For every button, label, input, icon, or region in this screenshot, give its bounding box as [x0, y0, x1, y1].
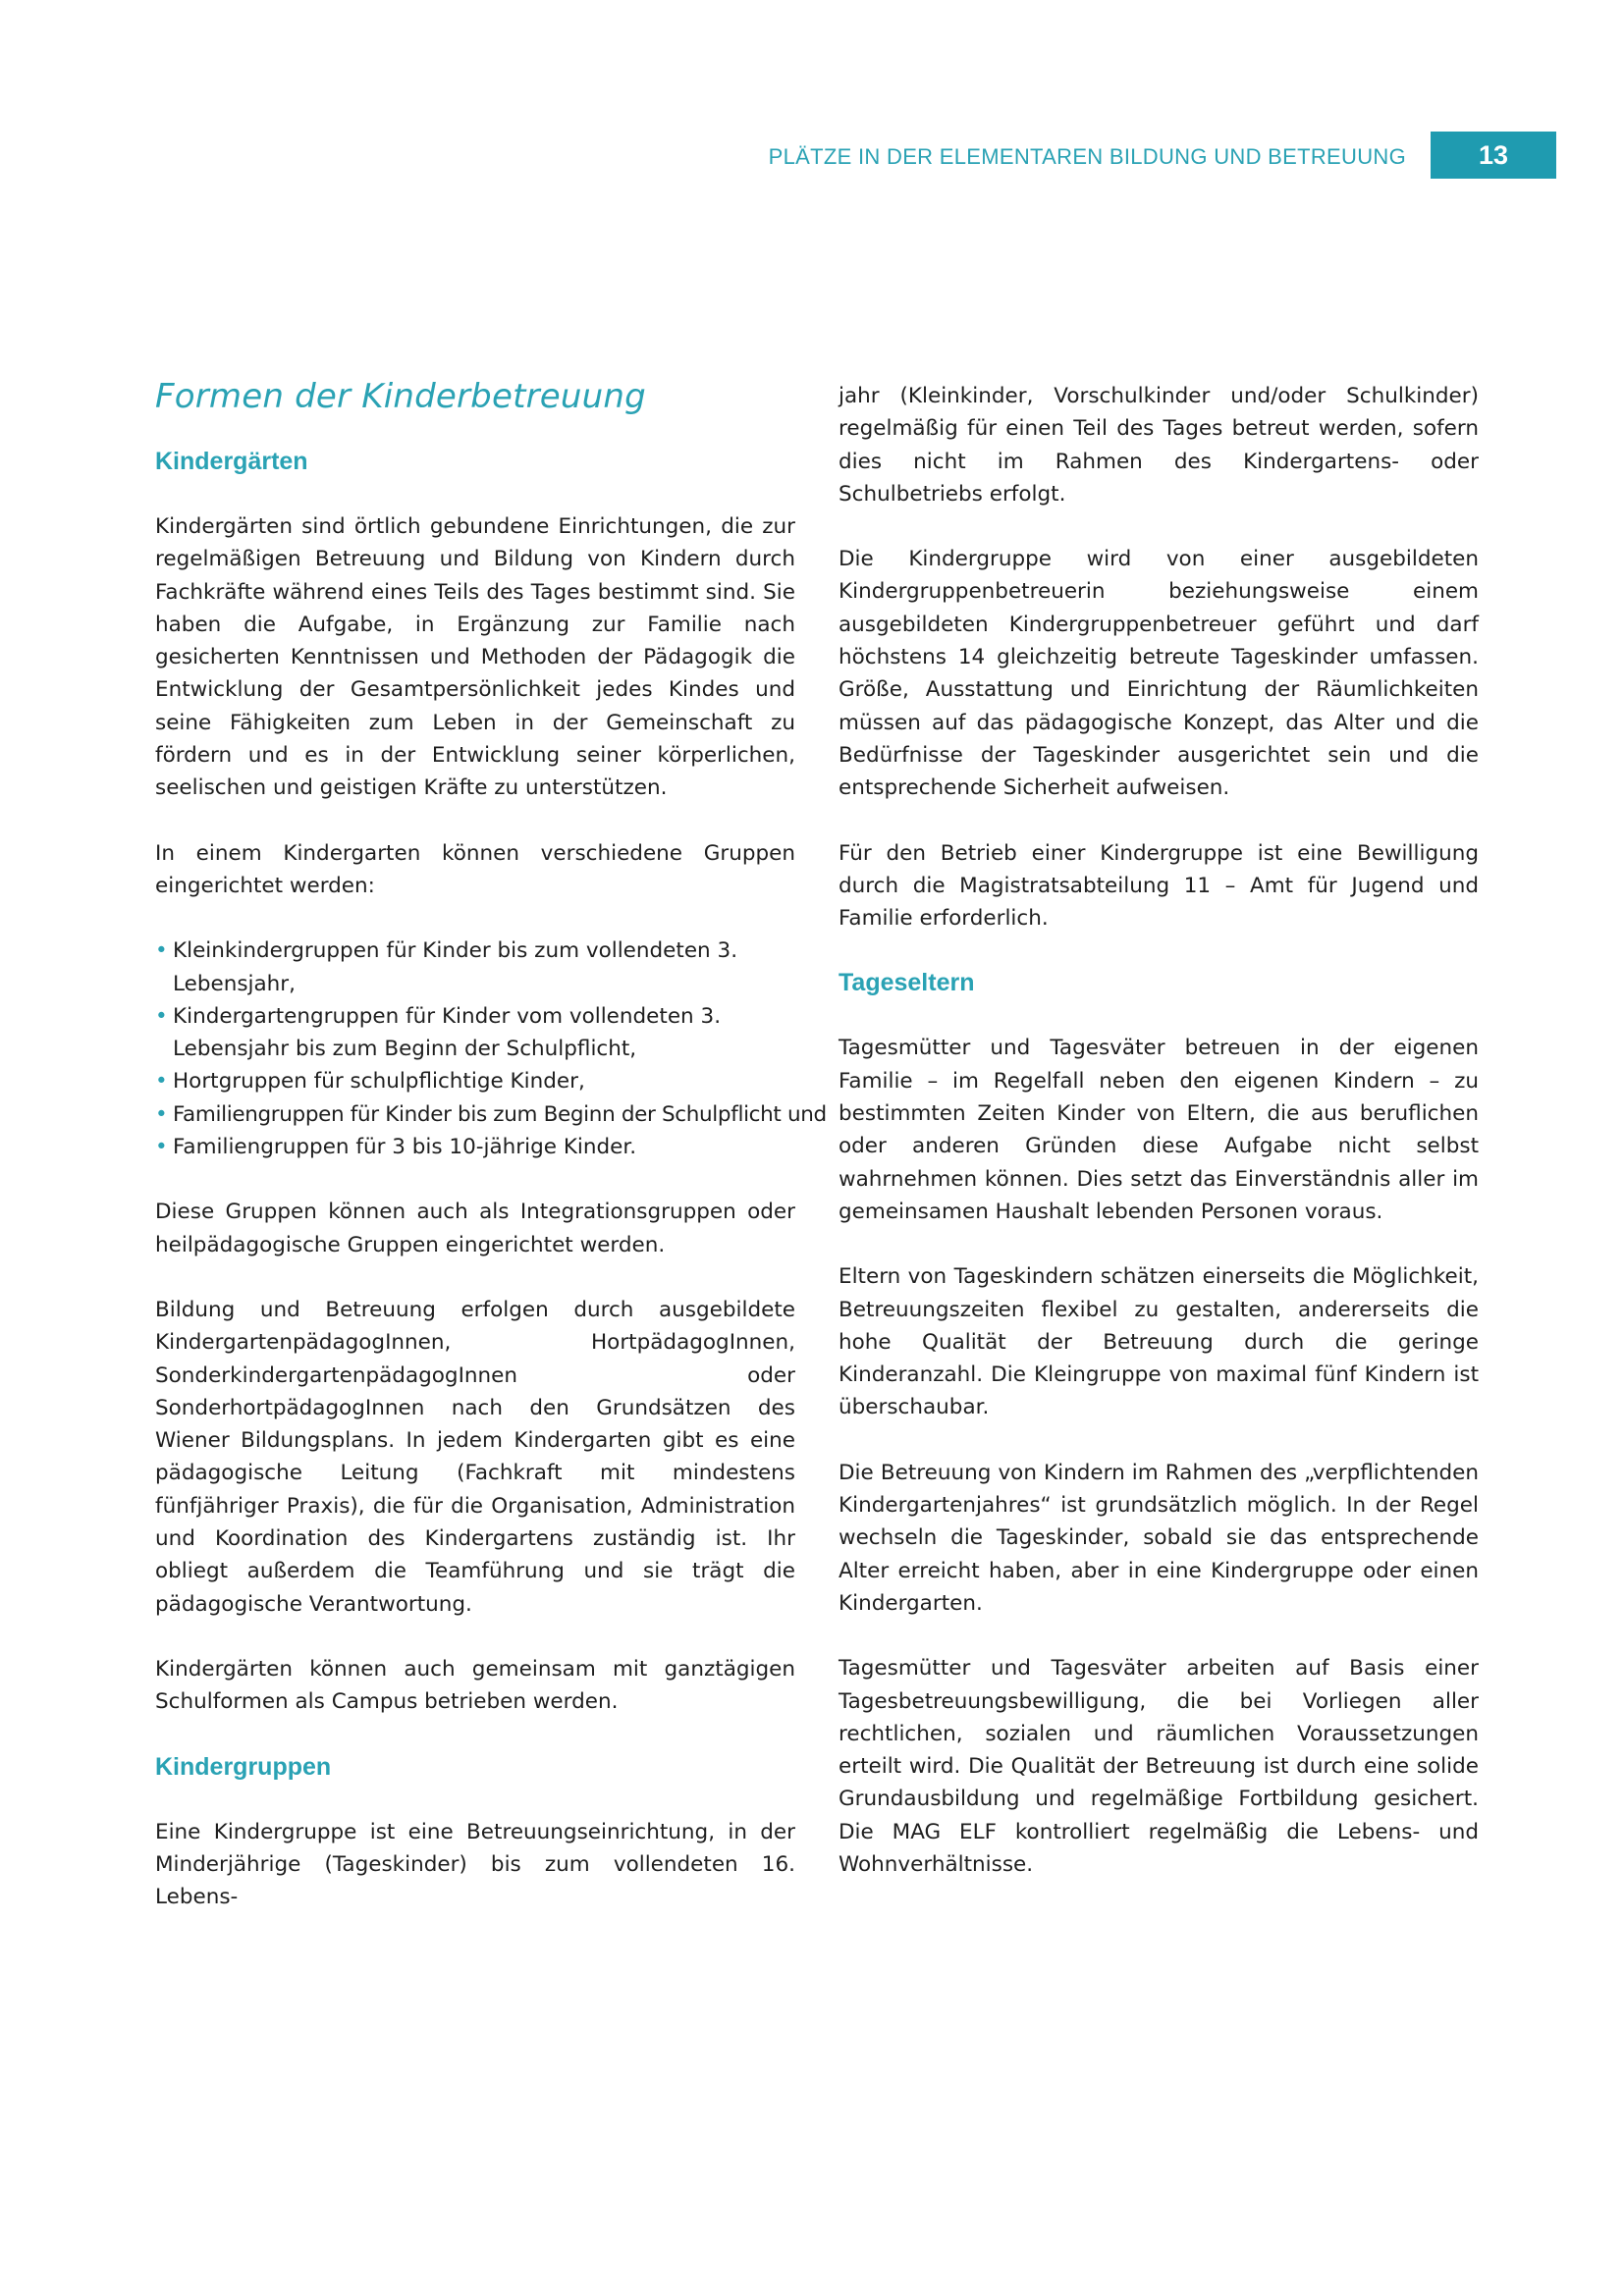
paragraph: Tagesmütter und Tagesväter betreuen in der eigenen Familie – im Regelfall neben den eigenen Kindern – zu bestimmten Zeiten Kinder von Eltern, die aus beruflichen oder anderen Gründen diese Aufgabe nicht selbst wahrnehmen können. Dies setzt das Einverständnis aller im gemeinsamen Haushalt lebenden Personen voraus.: [839, 1036, 1479, 1224]
list-item-text: Kindergartengruppen für Kinder vom vollendeten 3. Lebensjahr bis zum Beginn der Schulpflicht,: [173, 1003, 722, 1062]
paragraph: Für den Betrieb einer Kindergruppe ist eine Bewilligung durch die Magistratsabteilung 11 – Amt für Jugend und Familie erforderlich.: [839, 840, 1479, 932]
left-column: [155, 375, 827, 1913]
heading-kindergaerten: Kindergärten: [155, 448, 308, 475]
paragraph: Eine Kindergruppe ist eine Betreuungseinrichtung, in der Minderjährige (Tageskinder) bis zum vollendeten 16. Lebens-: [155, 1819, 795, 1910]
list-item-text: Hortgruppen für schulpflichtige Kinder,: [173, 1069, 585, 1095]
paragraph: Eltern von Tageskindern schätzen einerseits die Möglichkeit, Betreuungszeiten flexibel zu gestalten, andererseits die hohe Qualität der Betreuung durch die geringe Kinderanzahl. Die Kleingruppe von maximal fünf Kindern ist überschaubar.: [839, 1264, 1479, 1420]
heading-tageseltern: Tageseltern: [839, 969, 975, 997]
bullet-icon: •: [155, 1135, 168, 1160]
list-item: [155, 934, 795, 1000]
list-item: [155, 1000, 795, 1066]
group-list: [155, 934, 827, 1163]
list-item: [155, 1131, 795, 1163]
section-title: Formen der Kinderbetreuung: [155, 377, 646, 416]
list-item-text: Kleinkindergruppen für Kinder bis zum vollendeten 3. Lebensjahr,: [173, 938, 738, 996]
bullet-icon: •: [155, 1003, 168, 1029]
paragraph: Bildung und Betreuung erfolgen durch ausgebildete KindergartenpädagogInnen, HortpädagogInnen, SonderkindergartenpädagogInnen oder SonderhortpädagogInnen nach den Grundsätzen des Wiener Bildungsplans. In jedem Kindergarten gibt es eine pädagogische Leitung (Fachkraft mit mindestens fünfjähriger Praxis), die für die Organisation, Administration und Koordination des Kindergartens zuständig ist. Ihr obliegt außerdem die Teamführung und sie trägt die pädagogische Verantwortung.: [155, 1297, 795, 1617]
paragraph: Kindergärten sind örtlich gebundene Einrichtungen, die zur regelmäßigen Betreuung und Bildung von Kindern durch Fachkräfte während eines Teils des Tages bestimmt sind. Sie haben die Aufgabe, in Ergänzung zur Familie nach gesicherten Kenntnissen und Methoden der Pädagogik die Entwicklung der Gesamtpersönlichkeit jedes Kindes und seine Fähigkeiten zum Leben in der Gemeinschaft zu fördern und es in der Entwicklung seiner körperlichen, seelischen und geistigen Kräfte zu unterstützen.: [155, 514, 795, 801]
paragraph: In einem Kindergarten können verschiedene Gruppen eingerichtet werden:: [155, 840, 795, 898]
list-item-text: Familiengruppen für Kinder bis zum Beginn der Schulpflicht und: [173, 1101, 827, 1127]
list-item: [155, 1065, 795, 1097]
page-number: 13: [1431, 132, 1556, 179]
paragraph: Diese Gruppen können auch als Integrationsgruppen oder heilpädagogische Gruppen eingerichtet werden.: [155, 1200, 795, 1257]
list-item: [155, 1098, 827, 1131]
bullet-icon: •: [155, 938, 168, 964]
list-item-text: Familiengruppen für 3 bis 10-jährige Kinder.: [173, 1135, 637, 1160]
running-header-title: PLÄTZE IN DER ELEMENTAREN BILDUNG UND BETREUUNG: [768, 144, 1406, 169]
paragraph: Tagesmütter und Tagesväter arbeiten auf Basis einer Tagesbetreuungsbewilligung, die bei Vorliegen aller rechtlichen, sozialen und räumlichen Voraussetzungen erteilt wird. Die Qualität der Betreuung ist durch eine solide Grundausbildung und regelmäßige Fortbildung gesichert. Die MAG ELF kontrolliert regelmäßig die Lebens- und Wohnverhältnisse.: [839, 1656, 1479, 1877]
bullet-icon: •: [155, 1069, 168, 1095]
paragraph: Kindergärten können auch gemeinsam mit ganztägigen Schulformen als Campus betrieben werden.: [155, 1656, 795, 1715]
paragraph: Die Betreuung von Kindern im Rahmen des „verpflichtenden Kindergartenjahres“ ist grundsätzlich möglich. In der Regel wechseln die Tageskinder, sobald sie das entsprechende Alter erreicht haben, aber in eine Kindergruppe oder einen Kindergarten.: [839, 1460, 1479, 1616]
heading-kindergruppen: Kindergruppen: [155, 1752, 332, 1781]
paragraph: Die Kindergruppe wird von einer ausgebildeten Kindergruppenbetreuerin beziehungsweise einem ausgebildeten Kindergruppenbetreuer geführt und darf höchstens 14 gleichzeitig betreute Tageskinder umfassen. Größe, Ausstattung und Einrichtung der Räumlichkeiten müssen auf das pädagogische Konzept, das Alter und die Bedürfnisse der Tageskinder ausgerichtet sein und die entsprechende Sicherheit aufweisen.: [839, 547, 1479, 801]
paragraph: jahr (Kleinkinder, Vorschulkinder und/oder Schulkinder) regelmäßig für einen Teil des Tages betreut werden, sofern dies nicht im Rahmen des Kindergartens- oder Schulbetriebs erfolgt.: [839, 384, 1479, 507]
right-column: [839, 380, 1479, 1881]
bullet-icon: •: [155, 1101, 168, 1127]
